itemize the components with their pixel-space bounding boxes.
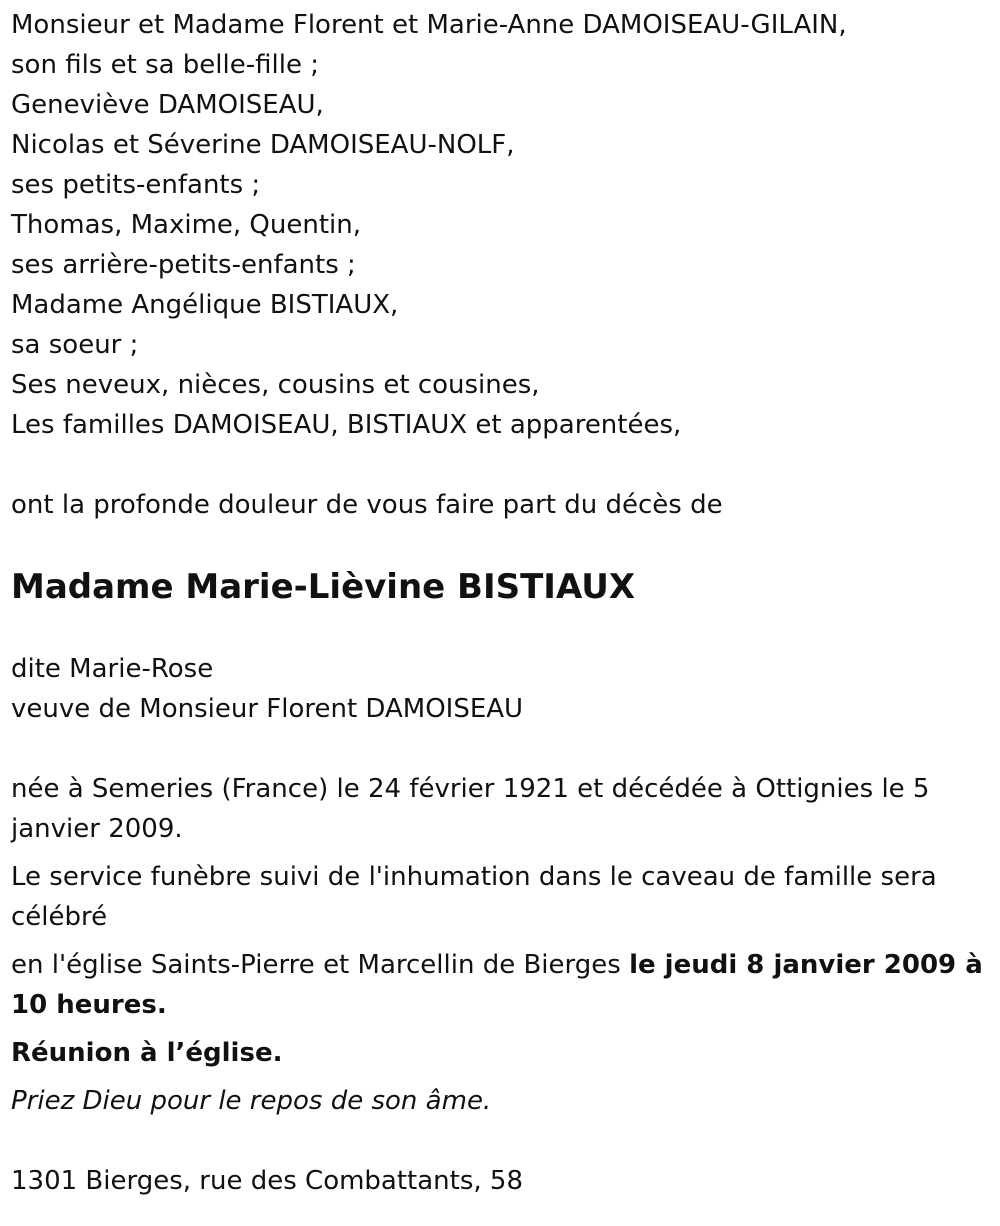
family-line: Ses neveux, nièces, cousins et cousines, [11, 370, 540, 400]
deceased-widow-of: veuve de Monsieur Florent DAMOISEAU [11, 694, 524, 724]
spacer [11, 1121, 988, 1161]
family-line: son fils et sa belle-fille ; [11, 50, 319, 80]
deceased-alias: dite Marie-Rose [11, 654, 214, 684]
family-line: ses petits-enfants ; [11, 170, 261, 200]
family-line: ses arrière-petits-enfants ; [11, 250, 356, 280]
prayer-text: Priez Dieu pour le repos de son âme. [11, 1086, 492, 1116]
spacer [11, 1025, 988, 1033]
family-line: Thomas, Maxime, Quentin, [11, 210, 362, 240]
family-line: Madame Angélique BISTIAUX, [11, 290, 399, 320]
spacer [11, 849, 988, 857]
spacer [11, 1073, 988, 1081]
service-date: le jeudi 8 janvier 2009 à 10 heures. [11, 950, 983, 1020]
family-line: Geneviève DAMOISEAU, [11, 90, 324, 120]
address-text: 1301 Bierges, rue des Combattants, 58 [11, 1166, 524, 1196]
church-paragraph [11, 945, 988, 1025]
family-list [11, 5, 988, 445]
meeting-text: Réunion à l’église. [11, 1038, 283, 1068]
family-line: Nicolas et Séverine DAMOISEAU-NOLF, [11, 130, 515, 160]
birth-death-text: née à Semeries (France) le 24 février 1921 et décédée à Ottignies le 5 janvier 2009. [11, 774, 930, 844]
announcement-text: ont la profonde douleur de vous faire part du décès de [11, 490, 723, 520]
spacer [11, 445, 988, 485]
spacer [11, 729, 988, 769]
family-line: Monsieur et Madame Florent et Marie-Anne DAMOISEAU-GILAIN, [11, 10, 847, 40]
service-text: Le service funèbre suivi de l'inhumation dans le caveau de famille sera célébré [11, 862, 937, 932]
family-line: sa soeur ; [11, 330, 139, 360]
family-line: Les familles DAMOISEAU, BISTIAUX et apparentées, [11, 410, 682, 440]
deceased-name: Madame Marie-Lièvine BISTIAUX [11, 567, 636, 607]
spacer [11, 937, 988, 945]
church-text: en l'église Saints-Pierre et Marcellin de Bierges [11, 950, 630, 980]
